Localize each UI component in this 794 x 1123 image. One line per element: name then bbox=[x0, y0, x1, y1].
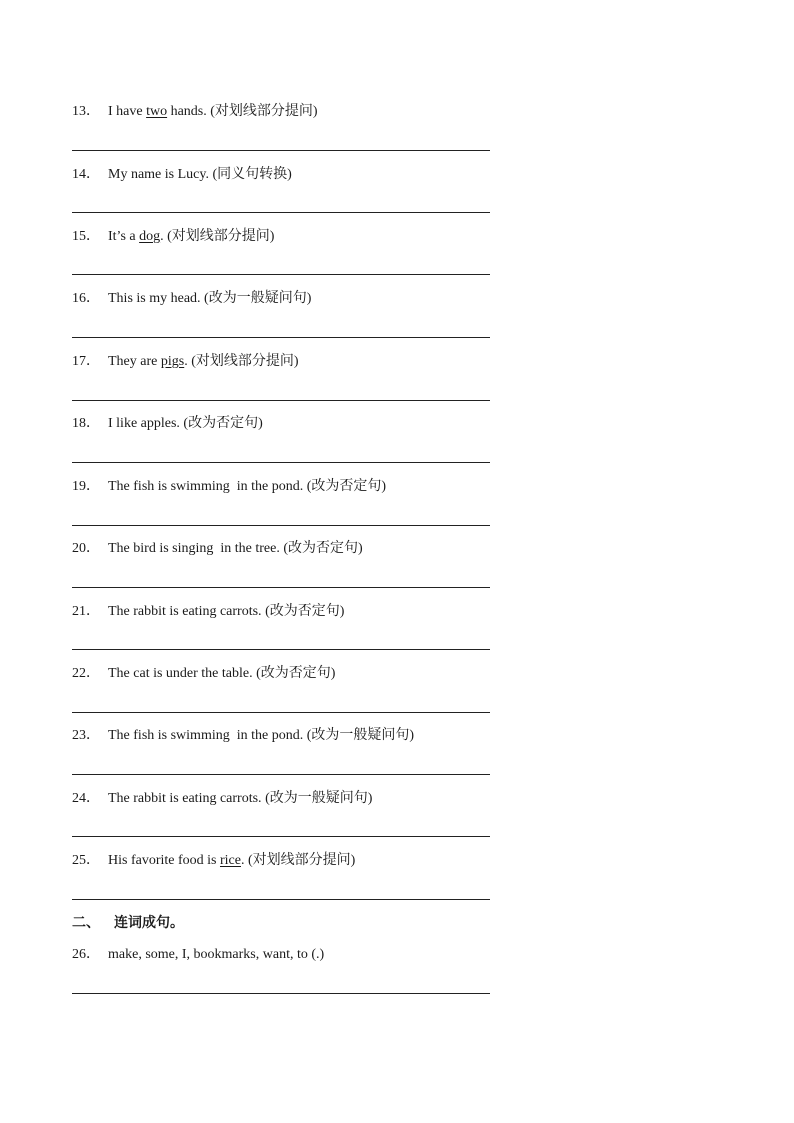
instruction: (改为一般疑问句) bbox=[265, 791, 373, 806]
answer-line[interactable] bbox=[72, 525, 490, 526]
question-26 bbox=[72, 946, 490, 964]
answer-line[interactable] bbox=[72, 400, 490, 401]
question-number: 15． bbox=[72, 229, 100, 244]
sentence-before: The fish is swimming in the pond. bbox=[108, 728, 307, 743]
sentence-after: . bbox=[184, 354, 192, 369]
instruction: (改为一般疑问句) bbox=[306, 728, 415, 743]
answer-line[interactable] bbox=[72, 836, 490, 837]
question-number: 22． bbox=[72, 666, 100, 681]
question-18 bbox=[72, 415, 490, 433]
question-text bbox=[72, 665, 490, 683]
instruction: (改为否定句) bbox=[283, 541, 363, 556]
question-text bbox=[72, 727, 490, 745]
question-number: 26． bbox=[72, 947, 100, 962]
question-text bbox=[72, 852, 490, 870]
question-number: 21． bbox=[72, 604, 100, 619]
question-number: 18． bbox=[72, 416, 100, 431]
underlined-word: two bbox=[146, 104, 168, 119]
question-text bbox=[72, 415, 490, 433]
answer-line[interactable] bbox=[72, 587, 490, 588]
sentence-before: The rabbit is eating carrots. bbox=[108, 791, 266, 806]
instruction: (改为否定句) bbox=[256, 666, 336, 681]
instruction: (对划线部分提问) bbox=[167, 229, 275, 244]
question-23 bbox=[72, 727, 490, 745]
question-21 bbox=[72, 603, 490, 621]
instruction: (改为否定句) bbox=[306, 479, 387, 494]
question-text bbox=[72, 228, 490, 246]
question-number: 25． bbox=[72, 853, 100, 868]
sentence-before: I like apples. bbox=[108, 416, 184, 431]
sentence-before: His favorite food is bbox=[108, 853, 220, 868]
answer-line[interactable] bbox=[72, 212, 490, 213]
question-22 bbox=[72, 665, 490, 683]
instruction: (改为否定句) bbox=[265, 604, 345, 619]
sentence-after: hands. bbox=[167, 104, 211, 119]
section-title: 连词成句。 bbox=[114, 915, 184, 931]
question-15 bbox=[72, 228, 490, 246]
question-number: 14． bbox=[72, 167, 100, 182]
instruction: (对划线部分提问) bbox=[247, 853, 356, 868]
question-text bbox=[72, 478, 490, 496]
sentence-before: The cat is under the table. bbox=[108, 666, 257, 681]
question-text bbox=[72, 290, 490, 308]
answer-line[interactable] bbox=[72, 274, 490, 275]
sentence-before: They are bbox=[108, 354, 161, 369]
sentence-before: This is my head. bbox=[108, 291, 205, 306]
question-number: 19． bbox=[72, 479, 100, 494]
question-number: 16． bbox=[72, 291, 100, 306]
answer-line[interactable] bbox=[72, 150, 490, 151]
underlined-word: pigs bbox=[160, 354, 185, 369]
instruction: (对划线部分提问) bbox=[210, 104, 318, 119]
question-25 bbox=[72, 852, 490, 870]
section-heading bbox=[72, 914, 184, 932]
question-text bbox=[72, 353, 490, 371]
question-text bbox=[72, 166, 490, 184]
question-14 bbox=[72, 166, 490, 184]
question-20 bbox=[72, 540, 490, 558]
sentence-before: It’s a bbox=[108, 229, 140, 244]
sentence-before: I have bbox=[108, 104, 147, 119]
sentence-before: The fish is swimming in the pond. bbox=[108, 479, 307, 494]
question-16 bbox=[72, 290, 490, 308]
answer-line[interactable] bbox=[72, 993, 490, 994]
section-number: 二、 bbox=[72, 915, 100, 931]
question-number: 24． bbox=[72, 791, 100, 806]
question-text bbox=[72, 103, 490, 121]
question-19 bbox=[72, 478, 490, 496]
question-number: 13． bbox=[72, 104, 100, 119]
instruction: (对划线部分提问) bbox=[191, 354, 299, 369]
sentence-after: . bbox=[160, 229, 168, 244]
answer-line[interactable] bbox=[72, 899, 490, 900]
question-13 bbox=[72, 103, 490, 121]
question-24 bbox=[72, 790, 490, 808]
underlined-word: rice bbox=[219, 853, 241, 868]
question-text bbox=[72, 603, 490, 621]
underlined-word: dog bbox=[139, 229, 161, 244]
answer-line[interactable] bbox=[72, 712, 490, 713]
question-number: 20． bbox=[72, 541, 100, 556]
instruction: (改为否定句) bbox=[183, 416, 263, 431]
instruction: (改为一般疑问句) bbox=[204, 291, 312, 306]
question-number: 23． bbox=[72, 728, 100, 743]
question-text bbox=[72, 946, 490, 964]
sentence-before: The bird is singing in the tree. bbox=[108, 541, 284, 556]
question-17 bbox=[72, 353, 490, 371]
sentence-before: The rabbit is eating carrots. bbox=[108, 604, 266, 619]
answer-line[interactable] bbox=[72, 462, 490, 463]
question-text bbox=[72, 540, 490, 558]
scrambled-words: make, some, I, bookmarks, want, to (.) bbox=[108, 947, 325, 962]
answer-line[interactable] bbox=[72, 774, 490, 775]
sentence-before: My name is Lucy. bbox=[108, 167, 213, 182]
question-number: 17． bbox=[72, 354, 100, 369]
sentence-after: . bbox=[240, 853, 248, 868]
answer-line[interactable] bbox=[72, 649, 490, 650]
answer-line[interactable] bbox=[72, 337, 490, 338]
instruction: (同义句转换) bbox=[212, 167, 292, 182]
question-text bbox=[72, 790, 490, 808]
